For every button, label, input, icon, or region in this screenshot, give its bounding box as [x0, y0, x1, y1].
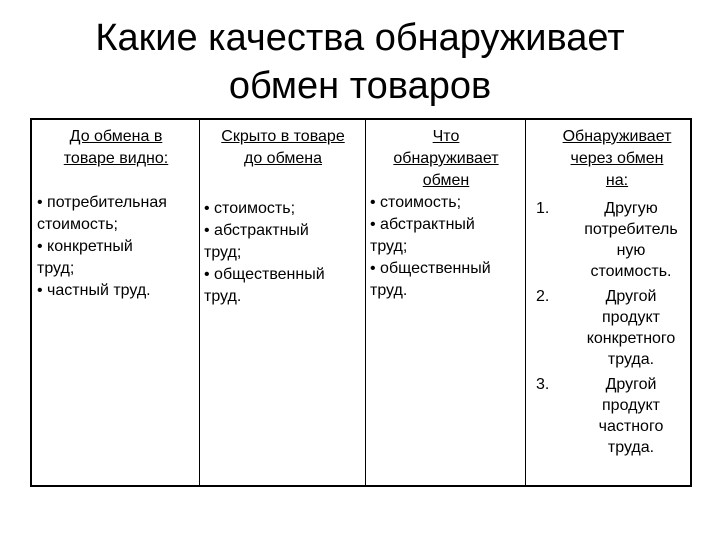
- numbered-item: [572, 286, 690, 370]
- header-line: товаре видно:: [63, 150, 169, 167]
- list-item: • стоимость;: [370, 194, 462, 211]
- list-item: стоимость;: [37, 216, 118, 233]
- header-line: Что: [432, 128, 460, 145]
- header-line: Скрыто в товаре: [221, 128, 345, 145]
- list-item: • абстрактный: [370, 216, 475, 233]
- item-line: продукт: [602, 397, 660, 414]
- slide-title-line-1: Какие качества обнаруживает: [95, 17, 625, 59]
- list-item: труд.: [370, 282, 408, 299]
- header-line: обмен: [422, 172, 470, 189]
- list-number: 2.: [536, 288, 550, 305]
- numbered-item: [572, 374, 690, 458]
- header-line: обнаруживает: [393, 150, 499, 167]
- item-line: продукт: [602, 309, 660, 326]
- item-line: Другой: [605, 376, 657, 393]
- item-line: труда.: [607, 351, 655, 368]
- header-line: Обнаруживает: [562, 128, 672, 145]
- item-list: [370, 192, 522, 302]
- comparison-table: [30, 118, 692, 487]
- list-item: • конкретный: [37, 238, 133, 255]
- item-list: [37, 192, 195, 302]
- column-header: [204, 126, 362, 170]
- item-line: частного: [598, 418, 664, 435]
- list-item: • стоимость;: [204, 200, 296, 217]
- column-revealed-through-exchange: [530, 126, 690, 192]
- slide-title-line-2: обмен товаров: [228, 65, 492, 107]
- list-item: труд;: [37, 260, 75, 277]
- item-line: Другую: [604, 200, 658, 217]
- list-item: • потребительная: [37, 194, 167, 211]
- list-item: • абстрактный: [204, 222, 309, 239]
- list-number: 1.: [536, 200, 550, 217]
- header-line: через обмен: [570, 150, 664, 167]
- header-line: на:: [605, 172, 629, 189]
- column-divider: [365, 120, 366, 485]
- list-item: труд.: [204, 288, 242, 305]
- column-exchange-reveals: [370, 126, 522, 302]
- list-item: • общественный: [204, 266, 325, 283]
- list-item: труд;: [204, 244, 242, 261]
- item-line: потребитель: [584, 221, 678, 238]
- column-header: [37, 126, 195, 170]
- item-line: стоимость.: [590, 263, 672, 280]
- item-line: труда.: [607, 439, 655, 456]
- item-list: [204, 198, 362, 308]
- numbered-item: [572, 198, 690, 282]
- list-number: 3.: [536, 376, 550, 393]
- list-item: труд;: [370, 238, 408, 255]
- column-header: [370, 126, 522, 192]
- list-item: • общественный: [370, 260, 491, 277]
- item-line: Другой: [605, 288, 657, 305]
- column-hidden-in-commodity: [204, 126, 362, 308]
- header-line: до обмена: [243, 150, 323, 167]
- column-before-exchange: [37, 126, 195, 302]
- column-divider: [199, 120, 200, 485]
- item-line: конкретного: [586, 330, 676, 347]
- numbered-list: [536, 198, 692, 478]
- header-line: До обмена в: [69, 128, 163, 145]
- column-divider: [525, 120, 526, 485]
- column-header: [544, 126, 690, 192]
- list-item: • частный труд.: [37, 282, 151, 299]
- slide-title: [0, 14, 720, 110]
- item-line: ную: [616, 242, 646, 259]
